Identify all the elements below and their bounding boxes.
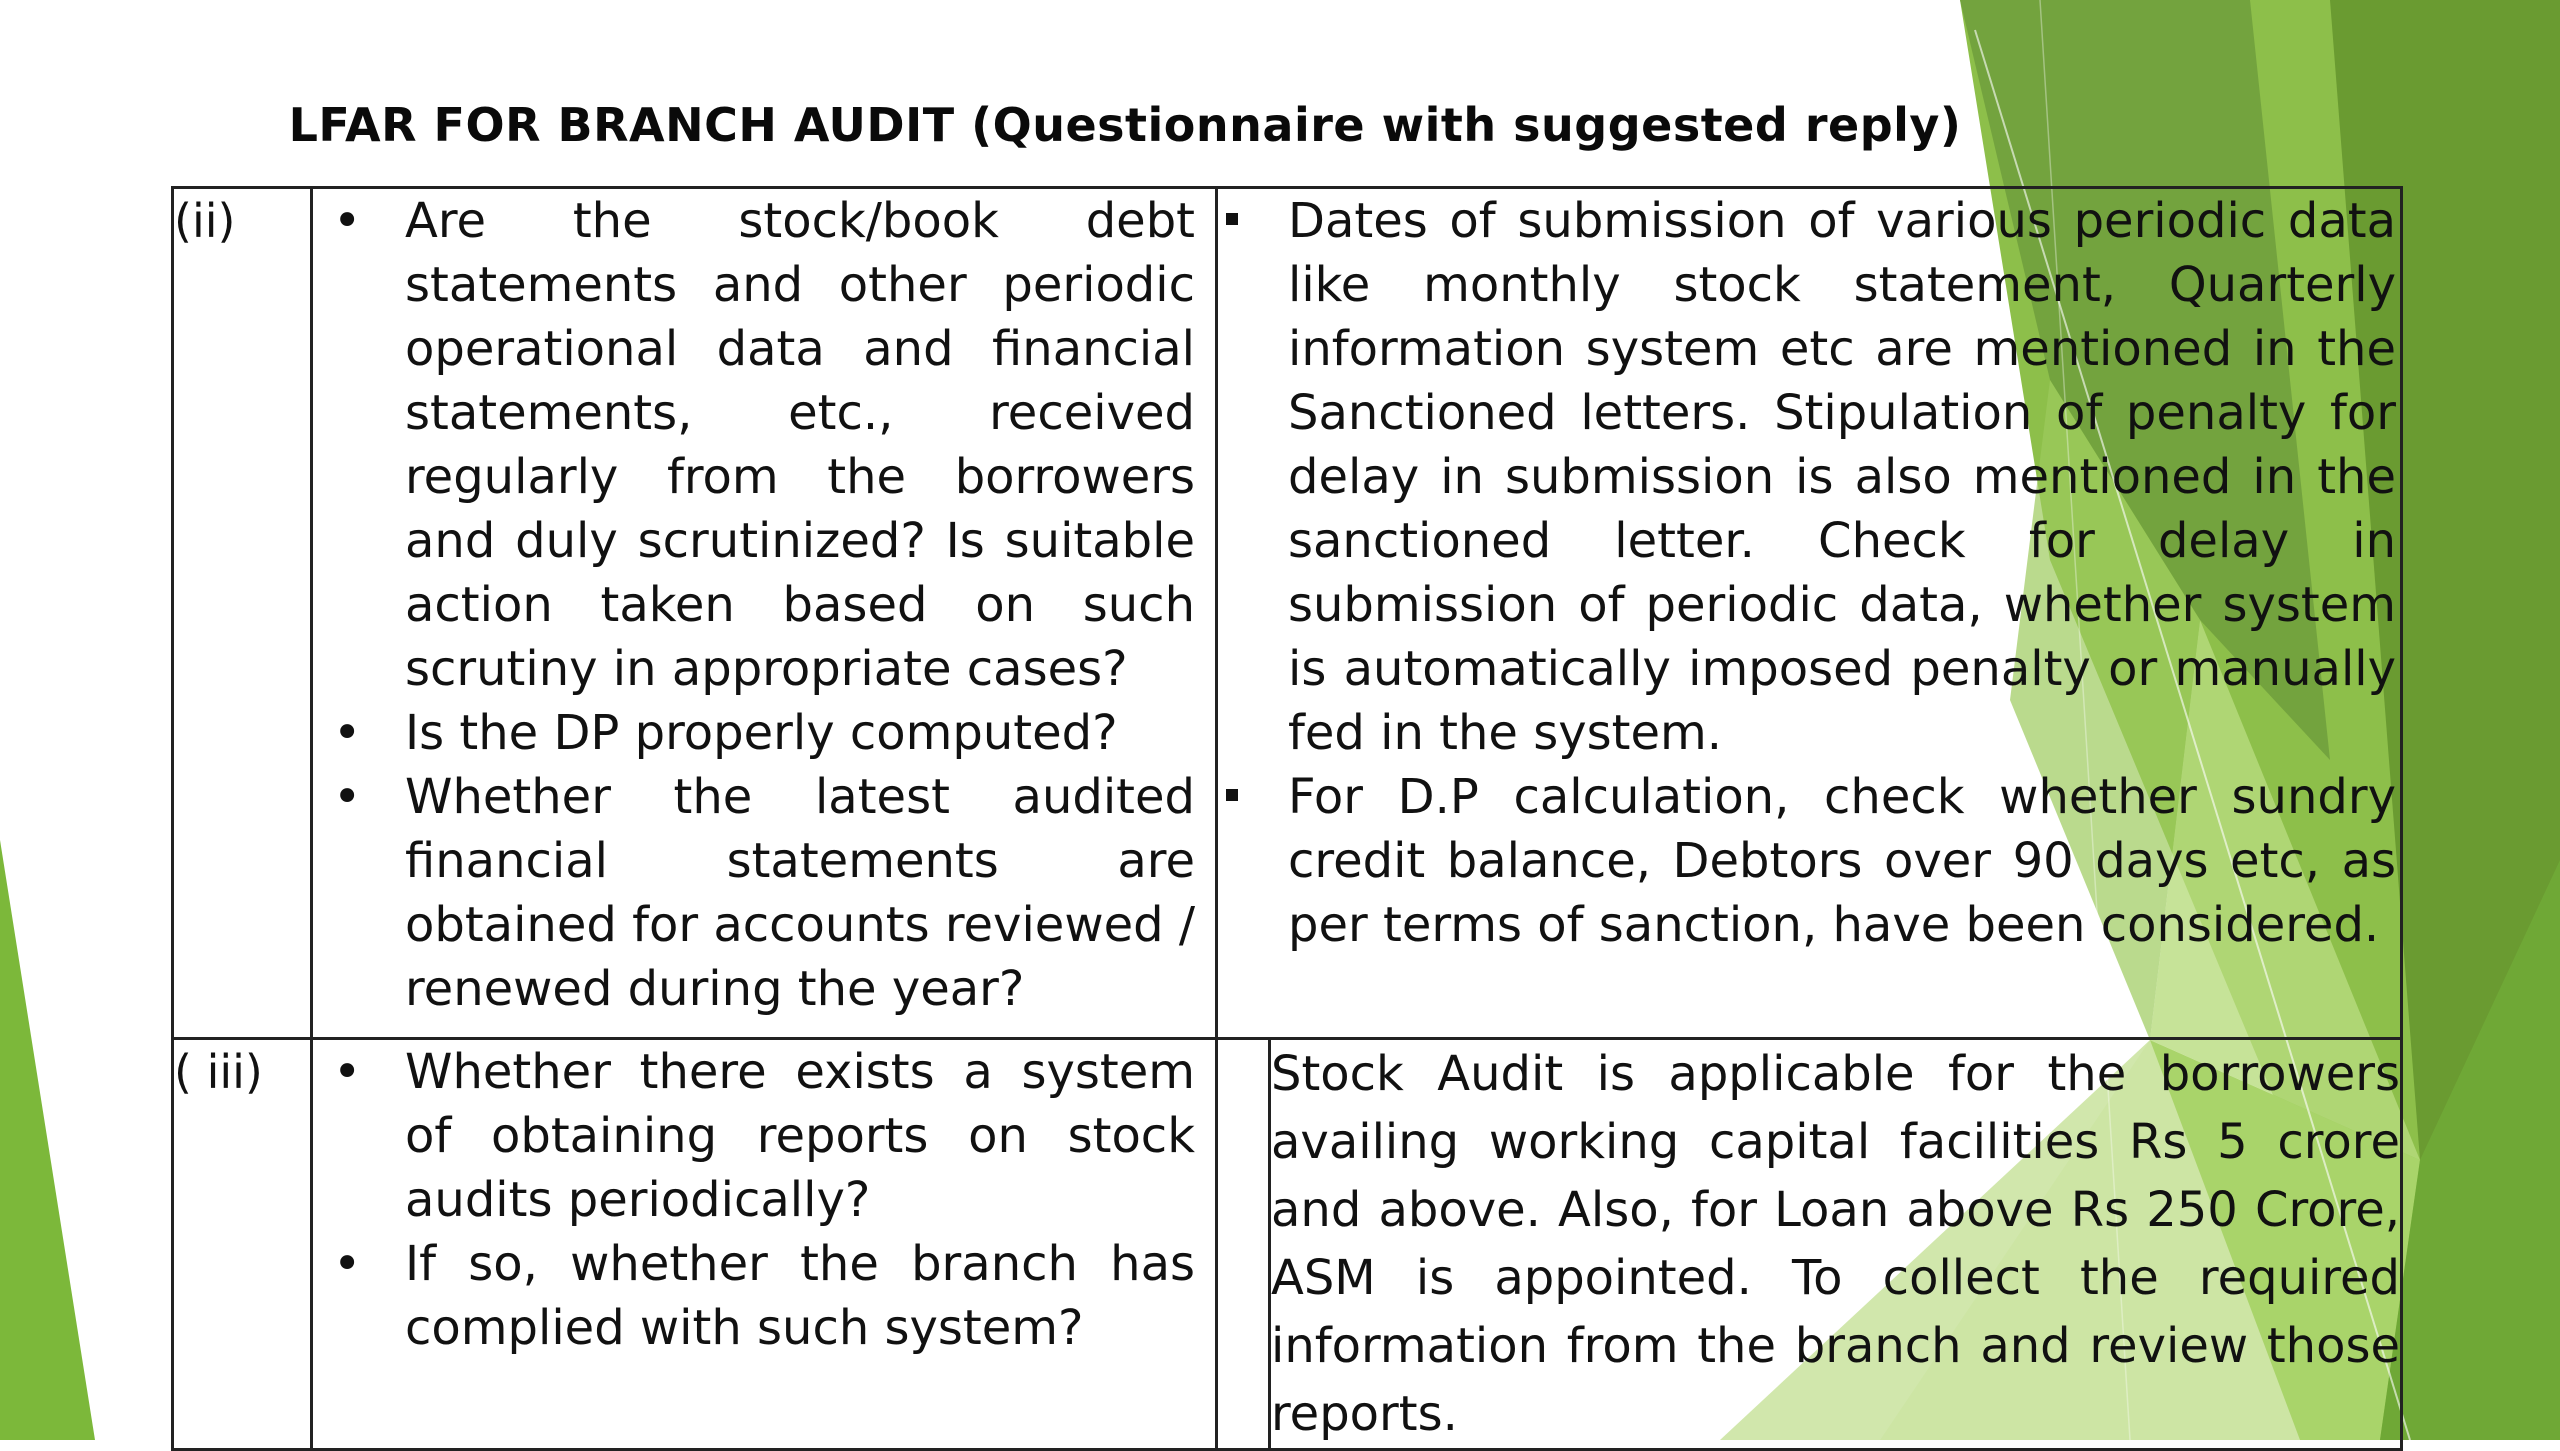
question-cell <box>312 188 1217 1039</box>
table-row <box>173 1039 2402 1450</box>
question-item: • Whether there exists a system of obtaining reports on stock audits periodically? <box>313 1040 1215 1232</box>
row-number: ( iii) <box>173 1039 312 1450</box>
question-item: • If so, whether the branch has complied with such system? <box>313 1232 1215 1360</box>
table-row <box>173 188 2402 1039</box>
slide-title: LFAR FOR BRANCH AUDIT (Questionnaire with suggested reply) <box>288 98 1962 152</box>
answer-cell: Stock Audit is applicable for the borrowers availing working capital facilities Rs 5 crore and above. Also, for Loan above Rs 250 Crore, ASM is appointed. To collect the required information from the branch and review those reports. <box>1270 1039 2402 1450</box>
answer-item: For D.P calculation, check whether sundry credit balance, Debtors over 90 days etc, as per terms of sanction, have been considered. <box>1218 765 2400 957</box>
answer-item: Dates of submission of various periodic data like monthly stock statement, Quarterly information system etc are mentioned in the Sanctioned letters. Stipulation of penalty for delay in submission is also mentioned in the sanctioned letter. Check for delay in submission of periodic data, whether system is automatically imposed penalty or manually fed in the system. <box>1218 189 2400 765</box>
row-number: (ii) <box>173 188 312 1039</box>
question-item: • Whether the latest audited financial statements are obtained for accounts reviewed / renewed during the year? <box>313 765 1215 1021</box>
questionnaire-table <box>171 186 2403 1451</box>
question-item: • Is the DP properly computed? <box>313 701 1215 765</box>
question-item: • Are the stock/book debt statements and other periodic operational data and financial statements, etc., received regularly from the borrowers and duly scrutinized? Is suitable action taken based on such scrutiny in appropriate cases? <box>313 189 1215 701</box>
spacer-cell <box>1217 1039 1270 1450</box>
question-cell <box>312 1039 1217 1450</box>
answer-cell <box>1217 188 2402 1039</box>
